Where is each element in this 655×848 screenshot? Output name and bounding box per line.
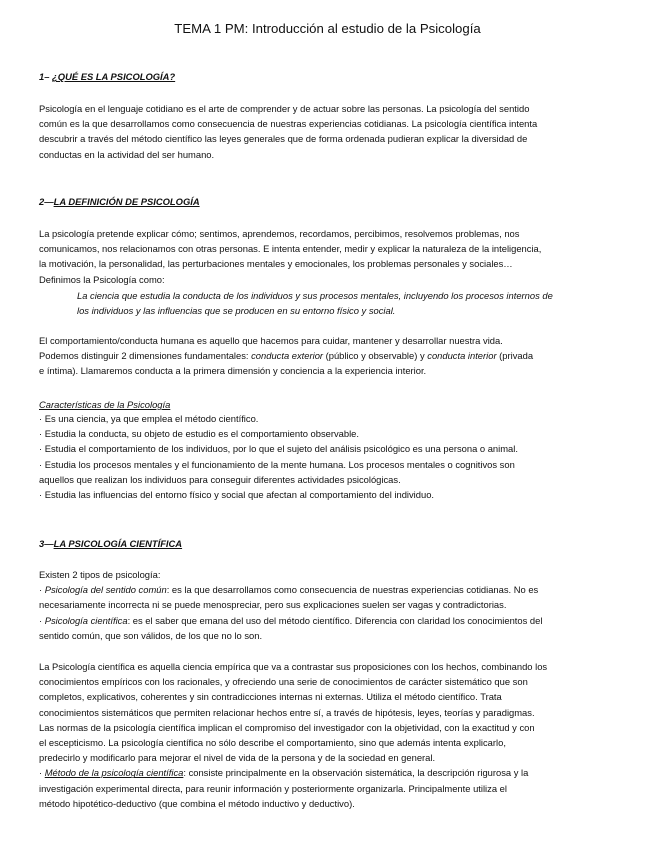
scientific-psychology-paragraph [39,659,617,811]
definition-quote [77,288,622,318]
text-line: El comportamiento/conducta humana es aquello que hacemos para cuidar, mantener y desarrollar nuestra vida. [39,335,503,346]
text-line [39,582,617,597]
page-title: TEMA 1 PM: Introducción al estudio de la Psicología [174,21,481,36]
section-1-paragraph [39,101,617,162]
text-line: método hipotético-deductivo (que combina el método inductivo y deductivo). [39,797,355,809]
text-line: conocimientos empíricos con los racionales, y ofreciendo una serie de conocimientos de carácter sistemático que son [39,676,528,688]
text-line: completos, explicativos, coherentes y sin contradicciones internas ni externas. Utiliza el método científico. Trata [39,691,502,703]
text-fragment: (privada [496,350,534,362]
text-line: Psicología en el lenguaje cotidiano es el arte de comprender y de actuar sobre las personas. La psicología del sentido [39,103,530,114]
bullet: · [39,767,45,779]
text-line [39,613,617,628]
psicologia-cientifica-term: · Psicología científica [39,614,128,626]
method-term: Método de la psicología científica [44,767,184,779]
section-2-title: LA DEFINICIÓN DE PSICOLOGÍA [53,196,200,207]
section-2-paragraph [39,226,617,287]
text-fragment: (público y observable) y [323,350,428,362]
text-line [39,348,617,363]
section-1-title: ¿QUÉ ES LA PSICOLOGÍA? [52,71,176,82]
text-line: Definimos la Psicología como: [39,273,165,285]
conducta-exterior-term: conducta exterior [251,350,324,362]
quote-line: los individuos y las influencias que se producen en su entorno físico y social. [77,305,396,317]
behavior-paragraph [39,333,617,379]
section-2-heading [39,195,200,209]
section-3-title: LA PSICOLOGÍA CIENTÍFICA [53,538,183,549]
text-line: Existen 2 tipos de psicología: [39,569,161,580]
text-line: necesariamente incorrecta ni se puede menospreciar, pero sus explicaciones suelen ser vagas y contradictorias. [39,599,507,611]
list-item: · Es una ciencia, ya que emplea el método científico. [39,413,259,424]
list-item: aquellos que realizan los individuos para conseguir diferentes actividades psicológicas. [39,473,401,485]
types-paragraph [39,567,617,643]
text-line: común es la que desarrollamos como consecuencia de nuestras experiencias cotidianas. La psicología científica intenta [39,118,538,130]
sentido-comun-term: · Psicología del sentido común [39,584,167,596]
section-3-heading [39,537,182,551]
text-line [39,765,617,780]
list-item: · Estudia las influencias del entorno físico y social que afectan al comportamiento del individuo. [39,489,435,501]
text-line: comunicamos, nos relacionamos con otras personas. E intenta entender, medir y explicar la naturaleza de la inteligencia, [39,243,542,255]
text-line: conductas en la actividad del ser humano. [39,148,215,160]
list-item: · Estudia el comportamiento de los individuos, por lo que el sujeto del análisis psicológico es una persona o animal. [39,443,518,455]
list-item: · Estudia los procesos mentales y el funcionamiento de la mente humana. Los procesos mentales o cognitivos son [39,458,515,470]
text-line: la motivación, la personalidad, las perturbaciones mentales y emocionales, los problemas personales y sociales… [39,258,513,270]
text-line: investigación experimental directa, para reunir información y posteriormente organizarla. Principalmente utiliza el [39,782,507,794]
conducta-interior-term: conducta interior [427,350,497,362]
section-2-number: 2— [39,196,54,207]
quote-line: La ciencia que estudia la conducta de los individuos y sus procesos mentales, incluyendo los procesos internos de [77,290,553,301]
text-fragment: : es la que desarrollamos como consecuencia de nuestras experiencias cotidianas. No es [166,584,539,596]
text-line: La Psicología científica es aquella ciencia empírica que va a contrastar sus proposiciones con los hechos, combinando los [39,661,548,672]
text-line: descubrir a través del método científico las leyes generales que de forma ordenada pudieran explicar la diversidad de [39,133,528,145]
text-fragment: : consiste principalmente en la observación sistemática, la descripción rigurosa y la [183,767,529,779]
text-fragment: Podemos distinguir 2 dimensiones fundamentales: [39,350,252,362]
section-1-heading [39,70,175,84]
text-line: el escepticismo. La psicología científica no sólo describe el comportamiento, sino que además intenta explicarlo, [39,737,506,749]
characteristics-heading: Características de la Psicología [39,399,171,410]
section-3-number: 3— [39,538,54,549]
text-line: Las normas de la psicología científica implican el compromiso del investigador con la objetividad, con la exactitud y con [39,721,535,733]
text-line: La psicología pretende explicar cómo; sentimos, aprendemos, recordamos, percibimos, resolvemos problemas, nos [39,228,520,239]
text-line: conocimientos sistemáticos que permiten relacionar hechos entre sí, a través de hipótesis, leyes, teorías y paradigmas. [39,706,535,718]
characteristics-list [39,411,617,502]
text-line: predecirlo y modificarlo para mejorar el nivel de vida de la persona y de la sociedad en general. [39,752,436,764]
text-line: e íntima). Llamaremos conducta a la primera dimensión y conciencia a la experiencia interior. [39,365,427,377]
text-line: sentido común, que son válidos, de los que no lo son. [39,629,263,641]
text-fragment: : es el saber que emana del uso del método científico. Diferencia con claridad los conocimientos del [127,614,543,626]
list-item: · Estudia la conducta, su objeto de estudio es el comportamiento observable. [39,428,359,440]
section-1-number: 1– [39,71,53,82]
